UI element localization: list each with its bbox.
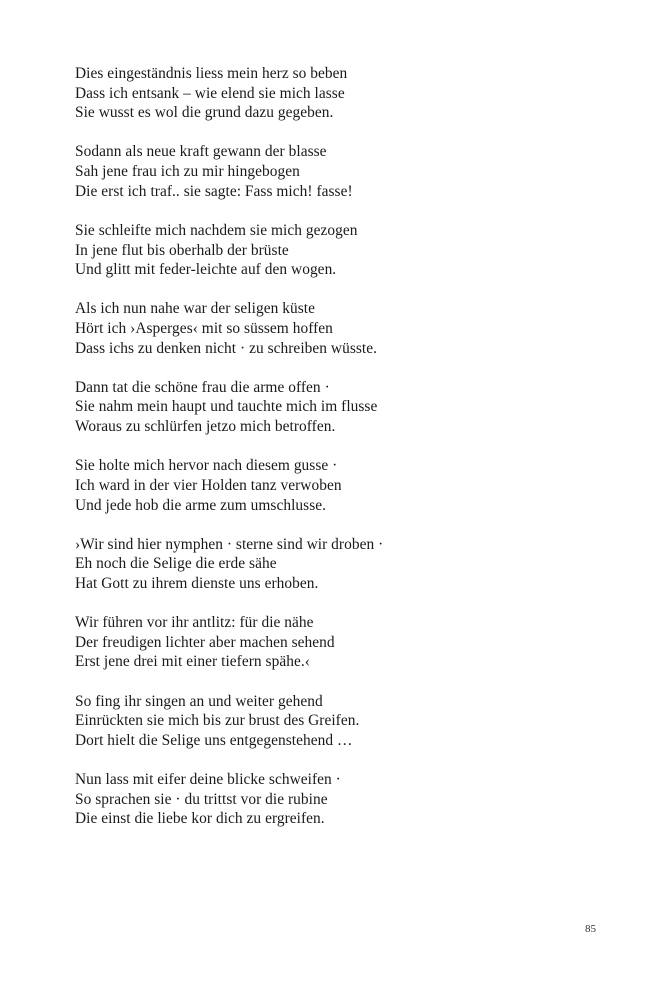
poem-line: Der freudigen lichter aber machen sehend: [75, 633, 335, 651]
poem-line: Hört ich ›Asperges‹ mit so süssem hoffen: [75, 320, 333, 337]
stanza-4: [75, 299, 595, 358]
poem-line: Sodann als neue kraft gewann der blasse: [75, 143, 327, 161]
poem-line: Und jede hob die arme zum umschlusse.: [75, 496, 327, 514]
poem-line: Sie wusst es wol die grund dazu gegeben.: [75, 104, 334, 122]
poem-line: Die erst ich traf.. sie sagte: Fass mich! fasse!: [75, 182, 353, 200]
poem-line: Und glitt mit feder-leichte auf den wogen.: [75, 261, 337, 279]
poem-line: Erst jene drei mit einer tiefern spähe.‹: [75, 653, 310, 671]
poem-line: Wir führen vor ihr antlitz: für die nähe: [75, 614, 314, 632]
stanza-8: [75, 613, 595, 672]
poem-line: Die einst die liebe kor dich zu ergreifen.: [75, 810, 325, 828]
stanza-3: [75, 221, 595, 280]
poem-line: Sie schleifte mich nachdem sie mich gezogen: [75, 221, 358, 239]
page-number: 85: [585, 923, 596, 935]
poem-line: Hat Gott zu ihrem dienste uns erhoben.: [75, 575, 319, 592]
poem-line: So fing ihr singen an und weiter gehend: [75, 692, 323, 710]
stanza-9: [75, 692, 595, 751]
poem-line: Dass ichs zu denken nicht · zu schreiben wüsste.: [75, 339, 378, 357]
poem-line: Einrückten sie mich bis zur brust des Greifen.: [75, 712, 360, 730]
poem-line: Woraus zu schlürfen jetzo mich betroffen.: [75, 418, 336, 436]
stanza-1: [75, 64, 595, 123]
poem-line: So sprachen sie · du trittst vor die rubine: [75, 790, 328, 808]
poem-line: Nun lass mit eifer deine blicke schweifen ·: [75, 771, 341, 789]
stanza-2: [75, 142, 595, 201]
poem-line: Sie holte mich hervor nach diesem gusse ·: [75, 457, 338, 475]
poem-line: Sah jene frau ich zu mir hingebogen: [75, 163, 300, 181]
poem-line: Dass ich entsank – wie elend sie mich lasse: [75, 84, 345, 102]
stanza-5: [75, 378, 595, 437]
poem-line: Dann tat die schöne frau die arme offen ·: [75, 378, 330, 396]
stanza-10: [75, 770, 595, 829]
poem-line: Sie nahm mein haupt und tauchte mich im flusse: [75, 398, 378, 416]
poem-line: Eh noch die Selige die erde sähe: [75, 555, 277, 573]
stanza-6: [75, 456, 595, 515]
poem-body: [75, 64, 595, 849]
poem-line: Ich ward in der vier Holden tanz verwoben: [75, 476, 342, 494]
poem-line: Dies eingeständnis liess mein herz so beben: [75, 65, 348, 82]
poem-line: Dort hielt die Selige uns entgegenstehend …: [75, 731, 353, 749]
poem-line: Als ich nun nahe war der seligen küste: [75, 300, 315, 318]
stanza-7: [75, 535, 595, 594]
poem-line: In jene flut bis oberhalb der brüste: [75, 241, 289, 259]
poem-line: ›Wir sind hier nymphen · sterne sind wir droben ·: [75, 535, 384, 553]
